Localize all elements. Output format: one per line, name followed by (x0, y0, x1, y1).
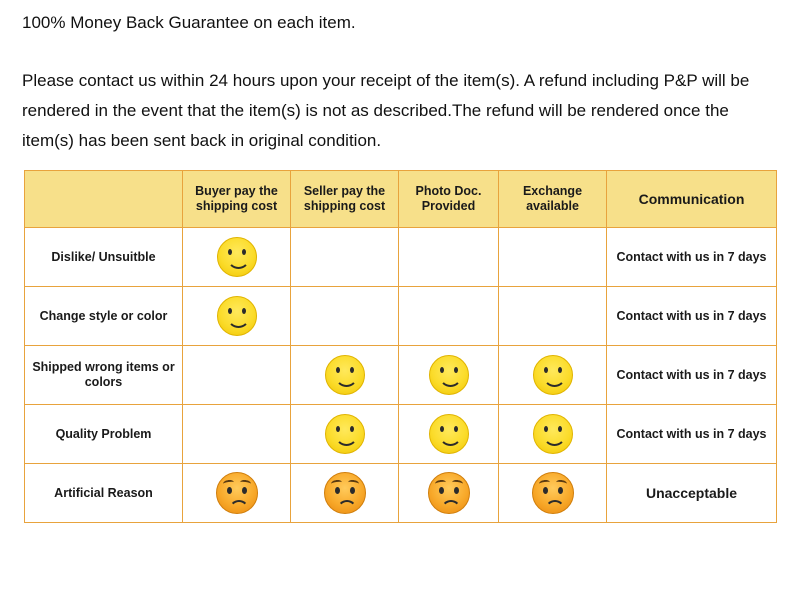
cell-exchange (499, 405, 607, 464)
cell-seller-pay (291, 228, 399, 287)
cell-buyer-pay (183, 287, 291, 346)
cell-communication: Contact with us in 7 days (607, 228, 777, 287)
policy-line-2: rendered in the event that the item(s) is not as described.The refund will be rendered once the (22, 101, 729, 120)
cell-seller-pay (291, 405, 399, 464)
cell-photo-doc (399, 405, 499, 464)
cell-communication: Unacceptable (607, 464, 777, 523)
return-policy-table (24, 170, 777, 523)
cell-exchange (499, 228, 607, 287)
cell-exchange (499, 464, 607, 523)
worried-face-icon (532, 472, 574, 514)
cell-exchange (499, 287, 607, 346)
worried-face-icon (428, 472, 470, 514)
column-header-seller-pay: Seller pay the shipping cost (291, 171, 399, 228)
cell-buyer-pay (183, 464, 291, 523)
cell-communication: Contact with us in 7 days (607, 346, 777, 405)
cell-buyer-pay (183, 228, 291, 287)
cell-communication: Contact with us in 7 days (607, 405, 777, 464)
cell-seller-pay (291, 287, 399, 346)
table-body (25, 228, 777, 523)
table-header (25, 171, 777, 228)
policy-line-1: Please contact us within 24 hours upon your receipt of the item(s). A refund including P&P will be (22, 71, 750, 90)
cell-photo-doc (399, 228, 499, 287)
intro-text-block (0, 0, 800, 156)
cell-seller-pay (291, 464, 399, 523)
smiley-face-icon (429, 414, 469, 454)
policy-line-3: item(s) has been sent back in original condition. (22, 131, 382, 150)
smiley-face-icon (429, 355, 469, 395)
table-header-row (25, 171, 777, 228)
column-header-buyer-pay: Buyer pay the shipping cost (183, 171, 291, 228)
cell-seller-pay (291, 346, 399, 405)
table-row (25, 405, 777, 464)
cell-buyer-pay (183, 405, 291, 464)
smiley-face-icon (217, 296, 257, 336)
table-row (25, 346, 777, 405)
column-header-photo-doc: Photo Doc. Provided (399, 171, 499, 228)
column-header-exchange: Exchange available (499, 171, 607, 228)
cell-exchange (499, 346, 607, 405)
table-row (25, 228, 777, 287)
smiley-face-icon (533, 414, 573, 454)
cell-photo-doc (399, 287, 499, 346)
cell-photo-doc (399, 464, 499, 523)
column-header-communication: Communication (607, 171, 777, 228)
row-reason-label: Dislike/ Unsuitble (25, 228, 183, 287)
smiley-face-icon (325, 414, 365, 454)
cell-photo-doc (399, 346, 499, 405)
table-row (25, 464, 777, 523)
table-row (25, 287, 777, 346)
smiley-face-icon (217, 237, 257, 277)
smiley-face-icon (325, 355, 365, 395)
row-reason-label: Change style or color (25, 287, 183, 346)
row-reason-label: Artificial Reason (25, 464, 183, 523)
cell-buyer-pay (183, 346, 291, 405)
row-reason-label: Shipped wrong items or colors (25, 346, 183, 405)
worried-face-icon (324, 472, 366, 514)
cell-communication: Contact with us in 7 days (607, 287, 777, 346)
smiley-face-icon (533, 355, 573, 395)
column-header-reason (25, 171, 183, 228)
row-reason-label: Quality Problem (25, 405, 183, 464)
money-back-guarantee-line: 100% Money Back Guarantee on each item. (22, 13, 356, 32)
policy-table-wrapper (0, 156, 800, 523)
worried-face-icon (216, 472, 258, 514)
